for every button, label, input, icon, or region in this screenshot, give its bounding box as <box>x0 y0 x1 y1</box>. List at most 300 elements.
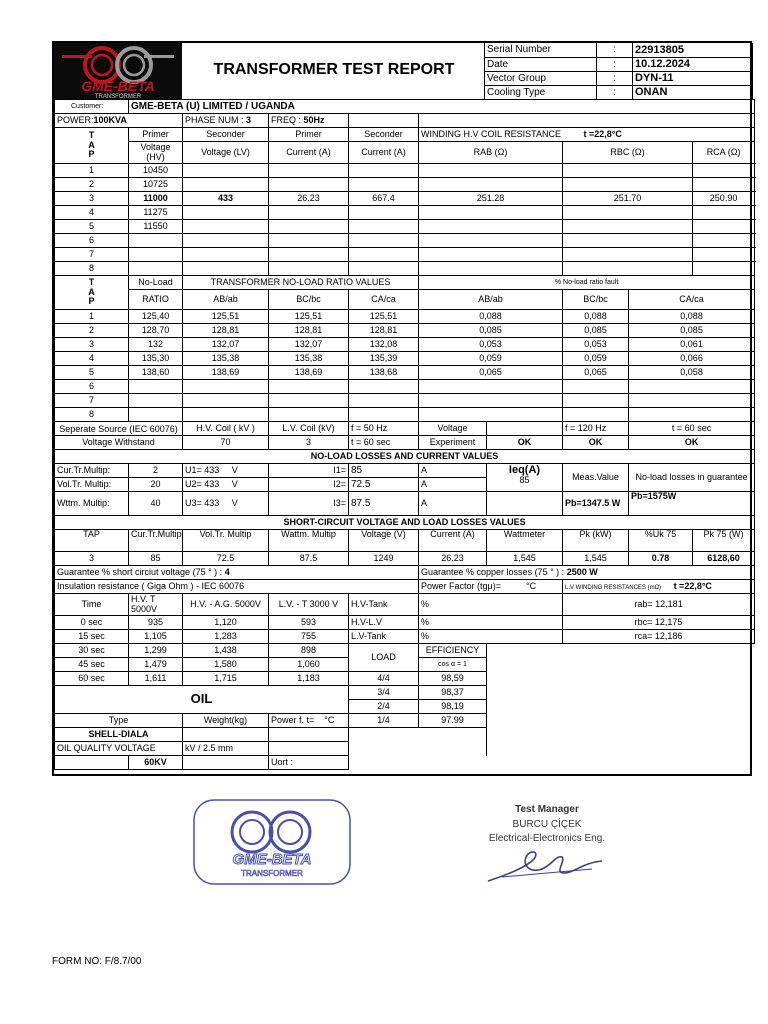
voltage-value: U2= 433 <box>185 478 220 489</box>
oil-pf-label: Power f. t= <box>271 714 315 725</box>
ins-pair: H.V-L.V <box>349 616 419 630</box>
seconder-voltage: 433 <box>183 192 269 206</box>
eff-value: 98,37 <box>419 686 487 700</box>
fault-ca: 0,088 <box>629 310 755 324</box>
shortcircuit-title: SHORT-CIRCUIT VOLTAGE AND LOAD LOSSES VALUES <box>55 516 755 530</box>
primer-voltage <box>129 234 183 248</box>
manager-role: Test Manager <box>515 804 579 815</box>
fault-bc: 0,059 <box>563 352 629 366</box>
lv-winding-temp: t =22,8°C <box>673 580 712 591</box>
current-value: 85 <box>349 464 419 478</box>
col-fault-ca: CA/ca <box>629 290 755 310</box>
ratio-ab: 128,81 <box>183 324 269 338</box>
empty-cell <box>487 492 563 516</box>
current-value: 72.5 <box>349 478 419 492</box>
ratio-bc <box>269 380 349 394</box>
info-label: Date <box>485 57 597 71</box>
col-bc: BC/bc <box>269 290 349 310</box>
sc-value: 0.78 <box>629 552 693 566</box>
ins-header-pct: % <box>419 594 563 616</box>
eff-value: 97.99 <box>419 714 487 728</box>
phase-num: PHASE NUM : 3 <box>183 114 269 128</box>
experiment-label: Experiment <box>419 436 487 450</box>
rab-value: 251.28 <box>419 192 563 206</box>
noload-ratio <box>129 380 183 394</box>
ratio-ca <box>349 380 419 394</box>
noload-ratio: 125,40 <box>129 310 183 324</box>
rbc-value <box>563 206 693 220</box>
rca-value: 250.90 <box>693 192 755 206</box>
fault-ab: 0,065 <box>419 366 563 380</box>
ins-time: 30 sec <box>55 644 129 658</box>
test-report-sheet <box>52 41 752 776</box>
noload-ratio: 138,60 <box>129 366 183 380</box>
col-rca: RCA (Ω) <box>693 142 755 164</box>
ins-lvt: 593 <box>269 616 349 630</box>
power-factor <box>419 580 563 594</box>
oil-kv-value: 60KV <box>129 756 183 770</box>
rca-value <box>693 164 755 178</box>
sc-header: Vol.Tr. Multip <box>183 530 269 552</box>
sc-header: Cur.Tr.Multip <box>129 530 183 552</box>
fault-bc: 0,085 <box>563 324 629 338</box>
tap-number: 2 <box>55 178 129 192</box>
sc-header: Wattm. Multip <box>269 530 349 552</box>
guarantee-uk-value: 4 <box>224 566 230 577</box>
ratio-bc <box>269 408 349 422</box>
ratio-ca: 138,68 <box>349 366 419 380</box>
fault-ab: 0,059 <box>419 352 563 366</box>
col-primer: Primer <box>129 128 183 142</box>
oil-power-factor <box>269 714 349 728</box>
ieq-label: Ieq(A) <box>508 464 541 476</box>
voltage-label: Voltage <box>419 422 487 436</box>
rab-lv-value: rab= 12,181 <box>563 594 755 616</box>
oil-title: OIL <box>55 686 349 714</box>
info-label: Cooling Type <box>485 85 597 99</box>
seconder-current <box>349 206 419 220</box>
voltage-reading <box>183 464 269 478</box>
ins-lvt: 1,060 <box>269 658 349 672</box>
ins-time: 0 sec <box>55 616 129 630</box>
rab-value <box>419 248 563 262</box>
hv-coil-label: H.V. Coil ( kV ) <box>183 422 269 436</box>
ratio-ab: 138,69 <box>183 366 269 380</box>
oil-weight-value <box>183 728 269 742</box>
voltage-value: U3= 433 <box>185 497 220 508</box>
rbc-value: 251.70 <box>563 192 693 206</box>
multiplier-value: 20 <box>129 478 183 492</box>
eff-load: 3/4 <box>349 686 419 700</box>
info-value: ONAN <box>633 85 753 99</box>
current-unit: A <box>419 478 487 492</box>
voltage-value: U1= 433 <box>185 464 220 475</box>
lv-coil-value: 3 <box>269 436 349 450</box>
empty-cell <box>183 756 269 770</box>
col-fault-ab: AB/ab <box>419 290 563 310</box>
sc-value: 72.5 <box>183 552 269 566</box>
sc-value: 6128,60 <box>693 552 755 566</box>
ins-hvt: 1,479 <box>129 658 183 672</box>
ins-hvag: 1,120 <box>183 616 269 630</box>
test-manager-block <box>482 803 612 892</box>
ins-pct: % <box>419 630 563 644</box>
manager-name: BURCU ÇİÇEK <box>512 818 582 830</box>
primer-current <box>269 206 349 220</box>
lv-winding-resistances <box>563 580 755 594</box>
lv-coil-label: L.V. Coil (kV) <box>269 422 349 436</box>
multiplier-value: 2 <box>129 464 183 478</box>
sc-value: 26.23 <box>419 552 487 566</box>
sc-value: 1,545 <box>487 552 563 566</box>
empty-cell <box>55 756 129 770</box>
lv-resistance: rbc= 12,175 <box>563 616 755 630</box>
tap-number: 4 <box>55 206 129 220</box>
power-rating: POWER:100KVA <box>55 114 183 128</box>
col-primer-2: Primer <box>269 128 349 142</box>
guarantee-cu <box>419 566 755 580</box>
current-label: I1= <box>269 464 349 478</box>
company-stamp <box>192 798 352 886</box>
col-ab: AB/ab <box>183 290 269 310</box>
voltage-withstand-label: Voltage Withstand <box>55 436 183 450</box>
empty-cell <box>349 756 487 770</box>
stamp-emblem-icon <box>192 798 352 886</box>
guarantee-cu-value: 2500 W <box>566 566 598 577</box>
ratio-bc: 125,51 <box>269 310 349 324</box>
fault-ab <box>419 408 563 422</box>
customer-value: GME-BETA (U) LIMITED / UGANDA <box>129 100 755 114</box>
primer-current: 26.23 <box>269 192 349 206</box>
guarantee-label: No-load losses in guarantee <box>629 464 755 492</box>
frequency: FREQ : 50Hz <box>269 114 349 128</box>
svg-text:GME-BETA: GME-BETA <box>81 78 155 94</box>
rbc-value <box>563 234 693 248</box>
col-current-primer: Current (A) <box>269 142 349 164</box>
test-data-table <box>54 99 755 770</box>
rbc-value <box>563 220 693 234</box>
guarantee-uk <box>55 566 419 580</box>
ins-hvag: 1,283 <box>183 630 269 644</box>
rca-value <box>693 234 755 248</box>
primer-voltage: 10725 <box>129 178 183 192</box>
ratio-ca: 135,39 <box>349 352 419 366</box>
sc-header: Wattmeter <box>487 530 563 552</box>
col-voltage-lv: Voltage (LV) <box>183 142 269 164</box>
ins-hvt: 1,299 <box>129 644 183 658</box>
report-header <box>54 43 750 99</box>
fault-bc <box>563 380 629 394</box>
ins-hvag: 1,438 <box>183 644 269 658</box>
rbc-value <box>563 164 693 178</box>
voltage-unit: V <box>231 464 238 475</box>
signature-area <box>52 778 752 928</box>
ratio-bc: 135,38 <box>269 352 349 366</box>
pb-measured: Pb=1347.5 W <box>563 492 629 516</box>
uort-label: Uort : <box>269 756 349 770</box>
rab-value <box>419 262 563 276</box>
lv-resistance: rca= 12,186 <box>563 630 755 644</box>
primer-current <box>269 164 349 178</box>
ratio-fault-title: % No-load ratio fault <box>419 276 755 290</box>
rbc-value <box>563 248 693 262</box>
fault-ab: 0,053 <box>419 338 563 352</box>
seconder-voltage <box>183 164 269 178</box>
info-value: DYN-11 <box>633 71 753 85</box>
rbc-value <box>563 178 693 192</box>
seconder-voltage <box>183 206 269 220</box>
pf-unit: °C <box>525 580 537 591</box>
col-seconder: Seconder <box>183 128 269 142</box>
seconder-voltage <box>183 234 269 248</box>
col-ca: CA/ca <box>349 290 419 310</box>
sc-value: 1249 <box>349 552 419 566</box>
voltage-reading <box>183 478 269 492</box>
primer-voltage: 11275 <box>129 206 183 220</box>
ins-lvt: 755 <box>269 630 349 644</box>
ratio-ab <box>183 394 269 408</box>
tap-header: T A P <box>55 128 129 164</box>
withstand-freq: f = 50 Hz <box>349 422 419 436</box>
ratio-ca <box>349 394 419 408</box>
fault-ca: 0,061 <box>629 338 755 352</box>
eff-load: 4/4 <box>349 672 419 686</box>
multiplier-value: 40 <box>129 492 183 516</box>
efficiency-label: EFFICIENCY <box>419 644 487 658</box>
ratio-ab: 135,38 <box>183 352 269 366</box>
sc-value: 87.5 <box>269 552 349 566</box>
rca-value <box>693 248 755 262</box>
tap-number: 5 <box>55 366 129 380</box>
ratio-ca: 132,08 <box>349 338 419 352</box>
current-label: I2= <box>269 478 349 492</box>
customer-label: Customer: <box>55 100 129 114</box>
info-label: Vector Group <box>485 71 597 85</box>
ratio-ab <box>183 408 269 422</box>
rab-value <box>419 220 563 234</box>
tap-number: 2 <box>55 324 129 338</box>
info-label: Serial Number <box>485 43 597 57</box>
insulation-title: Insulation resistance ( Giga Ohm ) - IEC 60076 <box>55 580 419 594</box>
empty-cell <box>487 644 755 756</box>
col-current-seconder: Current (A) <box>349 142 419 164</box>
primer-voltage <box>129 262 183 276</box>
ins-header-time: Time <box>55 594 129 616</box>
oil-quality-label: OIL QUALITY VOLTAGE <box>55 742 183 756</box>
info-value: 10.12.2024 <box>633 57 753 71</box>
guarantee-uk-label: Guarantee % short circiut voltage (75 ° ) : <box>57 566 223 577</box>
ok-result: OK <box>563 436 629 450</box>
col-rbc: RBC (Ω) <box>563 142 693 164</box>
ok-result: OK <box>629 436 755 450</box>
fault-bc: 0,053 <box>563 338 629 352</box>
report-info-table <box>484 43 753 100</box>
ratio-ab: 132,07 <box>183 338 269 352</box>
col-rab: RAB (Ω) <box>419 142 563 164</box>
eff-load: 1/4 <box>349 714 419 728</box>
rca-value <box>693 206 755 220</box>
company-logo <box>54 43 182 99</box>
empty-cell <box>349 742 487 756</box>
multiplier-label: Vol.Tr. Multip: <box>55 478 129 492</box>
oil-pf-unit: °C <box>324 714 335 725</box>
info-separator: : <box>597 71 633 85</box>
eff-value: 98,59 <box>419 672 487 686</box>
manager-title: Electrical-Electronics Eng. <box>488 833 606 844</box>
current-unit: A <box>419 492 487 516</box>
ratio-bc: 132,07 <box>269 338 349 352</box>
noload-ratio <box>129 394 183 408</box>
sc-header: Pk 75 (W) <box>693 530 755 552</box>
lv-winding-label: L.V WINDING RESISTANCES (mΩ) <box>565 584 662 591</box>
ins-lvt: 898 <box>269 644 349 658</box>
primer-current <box>269 234 349 248</box>
primer-current <box>269 248 349 262</box>
guarantee-cu-label: Guarantee % copper losses (75 ° ) : <box>421 566 565 577</box>
ins-header-hvag: H.V. - A.G. 5000V <box>183 594 269 616</box>
fault-ab <box>419 380 563 394</box>
empty-cell <box>269 742 349 756</box>
col-seconder-2: Seconder <box>349 128 419 142</box>
fault-bc: 0,088 <box>563 310 629 324</box>
logo-emblem-icon <box>54 43 182 99</box>
ins-header-hvtank: H.V-Tank <box>349 594 419 616</box>
tap-number: 5 <box>55 220 129 234</box>
info-separator: : <box>597 57 633 71</box>
ratio-bc: 128,81 <box>269 324 349 338</box>
ins-time: 45 sec <box>55 658 129 672</box>
ratio-tap-header: T A P <box>55 276 129 310</box>
rab-value <box>419 206 563 220</box>
measured-value-label: Meas.Value <box>563 464 629 492</box>
multiplier-label: Cur.Tr.Multip: <box>55 464 129 478</box>
seconder-current <box>349 262 419 276</box>
ins-pair: L.V-Tank <box>349 630 419 644</box>
col-voltage-hv: Voltage (HV) <box>129 142 183 164</box>
sc-value: 85 <box>129 552 183 566</box>
tap-number: 1 <box>55 310 129 324</box>
separate-source-label: Seperate Source (IEC 60076) <box>55 422 183 436</box>
seconder-current: 667.4 <box>349 192 419 206</box>
sc-header: Current (A) <box>419 530 487 552</box>
hv-coil-value: 70 <box>183 436 269 450</box>
col-noload: No-Load <box>129 276 183 290</box>
rbc-value <box>563 262 693 276</box>
winding-title: WINDING H.V COIL RESISTANCE t =22,8°C <box>419 128 755 142</box>
ieq-value: 85 <box>519 475 530 486</box>
noload-title: NO-LOAD LOSSES AND CURRENT VALUES <box>55 450 755 464</box>
ratio-bc: 138,69 <box>269 366 349 380</box>
cos-alpha: cos α = 1 <box>419 658 487 672</box>
fault-ab: 0,088 <box>419 310 563 324</box>
info-separator: : <box>597 85 633 99</box>
ratio-bc <box>269 394 349 408</box>
primer-voltage: 11000 <box>129 192 183 206</box>
seconder-current <box>349 220 419 234</box>
ins-pct: % <box>419 616 563 630</box>
voltage-unit: V <box>231 497 238 508</box>
svg-text:TRANSFORMER: TRANSFORMER <box>241 869 303 878</box>
noload-ratio: 135,30 <box>129 352 183 366</box>
seconder-voltage <box>183 262 269 276</box>
ratio-ca <box>349 408 419 422</box>
noload-ratio: 132 <box>129 338 183 352</box>
voltage-reading <box>183 492 269 516</box>
rab-value <box>419 164 563 178</box>
sc-header: Pk (kW) <box>563 530 629 552</box>
current-unit: A <box>419 464 487 478</box>
ins-lvt: 1,183 <box>269 672 349 686</box>
seconder-current <box>349 234 419 248</box>
pb-guarantee: Pb=1575W <box>629 492 755 516</box>
induced-freq: f = 120 Hz <box>563 422 629 436</box>
eff-value: 98,19 <box>419 700 487 714</box>
sc-value: 3 <box>55 552 129 566</box>
voltage-unit: V <box>231 478 238 489</box>
seconder-voltage <box>183 178 269 192</box>
rab-value <box>419 234 563 248</box>
multiplier-label: Wttm. Multip: <box>55 492 129 516</box>
primer-voltage: 10450 <box>129 164 183 178</box>
report-title: TRANSFORMER TEST REPORT <box>213 61 455 78</box>
ratio-ab: 125,51 <box>183 310 269 324</box>
sc-header: TAP <box>55 530 129 552</box>
svg-text:TRANSFORMER: TRANSFORMER <box>94 94 142 99</box>
pf-label: Power Factor (tgμ)= <box>421 580 501 591</box>
oil-type-value: SHELL-DIALA <box>55 728 183 742</box>
oil-weight-label: Weight(kg) <box>183 714 269 728</box>
ieq-cell <box>487 464 563 492</box>
fault-ca: 0,066 <box>629 352 755 366</box>
primer-voltage: 11550 <box>129 220 183 234</box>
eff-load: 2/4 <box>349 700 419 714</box>
tap-number: 3 <box>55 192 129 206</box>
primer-current <box>269 178 349 192</box>
noload-ratio <box>129 408 183 422</box>
oil-pf-value <box>269 728 349 742</box>
ins-time: 60 sec <box>55 672 129 686</box>
fault-ca: 0,058 <box>629 366 755 380</box>
tap-number: 6 <box>55 380 129 394</box>
seconder-voltage <box>183 248 269 262</box>
withstand-time: t = 60 sec <box>349 436 419 450</box>
ins-hvt: 1,105 <box>129 630 183 644</box>
tap-number: 7 <box>55 248 129 262</box>
tap-number: 3 <box>55 338 129 352</box>
tap-number: 4 <box>55 352 129 366</box>
oil-type-label: Type <box>55 714 183 728</box>
tap-number: 1 <box>55 164 129 178</box>
rca-value <box>693 178 755 192</box>
ratio-ab <box>183 380 269 394</box>
fault-bc: 0,065 <box>563 366 629 380</box>
load-label: LOAD <box>349 644 419 672</box>
ins-hvt: 935 <box>129 616 183 630</box>
ins-header-lvt: L.V. - T 3000 V <box>269 594 349 616</box>
col-fault-bc: BC/bc <box>563 290 629 310</box>
tap-number: 8 <box>55 408 129 422</box>
oil-kv-label: kV / 2.5 mm <box>183 742 269 756</box>
handwritten-signature <box>482 847 612 887</box>
info-separator: : <box>597 43 633 57</box>
sc-header: %Uk 75 <box>629 530 693 552</box>
seconder-current <box>349 164 419 178</box>
form-number: FORM NO: F/8.7/00 <box>52 956 142 967</box>
primer-current <box>269 262 349 276</box>
ins-hvt: 1,611 <box>129 672 183 686</box>
fault-ca <box>629 408 755 422</box>
fault-ca: 0,085 <box>629 324 755 338</box>
